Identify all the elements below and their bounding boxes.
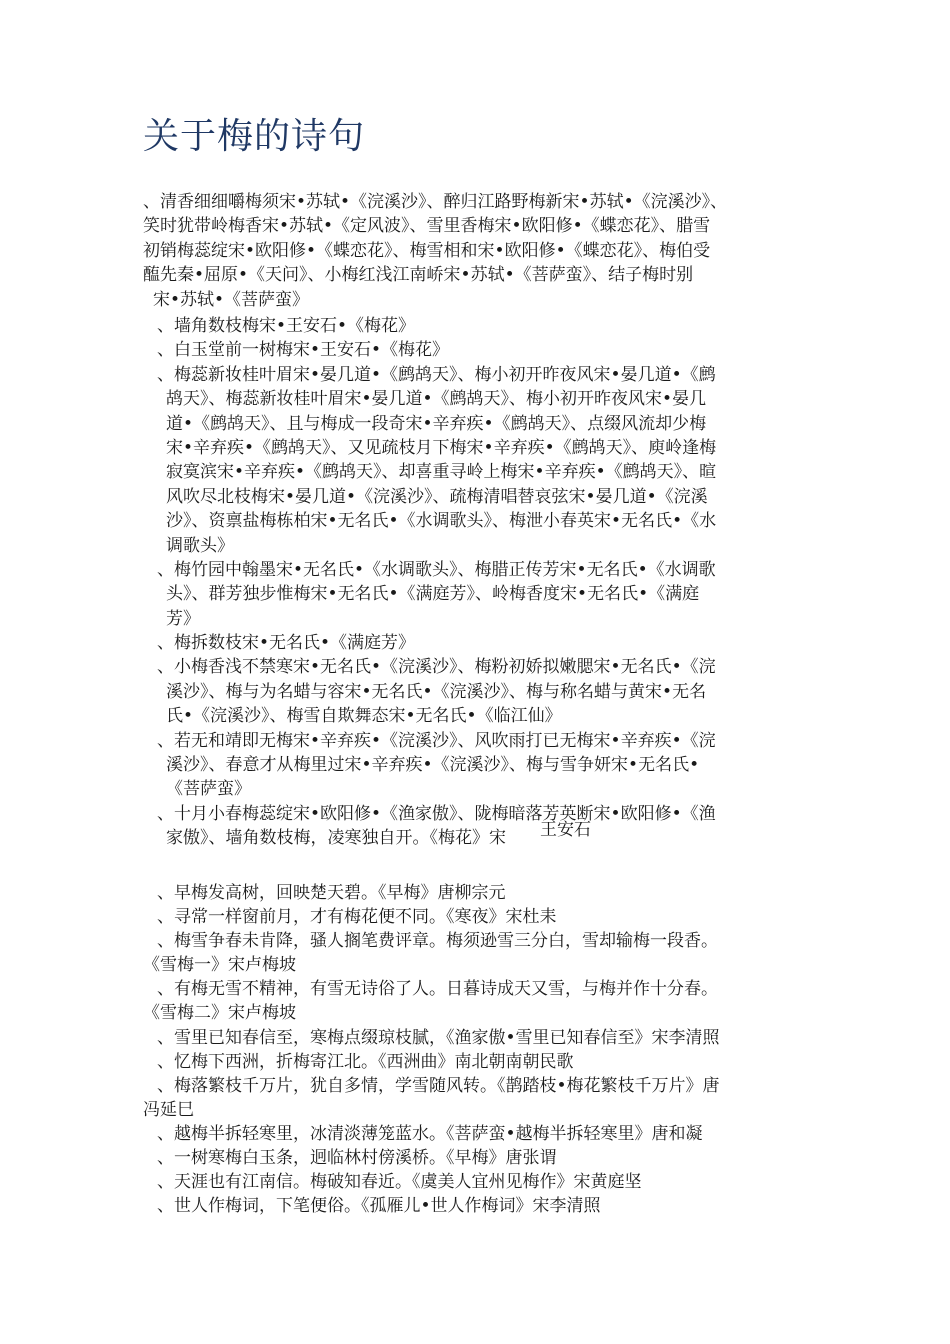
text-line: 、梅竹园中翰墨宋•无名氏•《水调歌头》、梅腊正传芳宋•无名氏•《水调歌 bbox=[157, 559, 716, 580]
text-line: 、有梅无雪不精神，有雪无诗俗了人。日暮诗成天又雪，与梅并作十分春。 bbox=[157, 979, 718, 1000]
text-line: 醢先秦•屈原•《天问》、小梅红浅江南峤宋•苏轼•《菩萨蛮》、结子梅时别 bbox=[143, 265, 694, 286]
text-line: 宋•辛弃疾•《鹧鸪天》、又见疏枝月下梅宋•辛弃疾•《鹧鸪天》、庾岭逢梅 bbox=[166, 437, 717, 458]
poem-block-1 bbox=[143, 190, 803, 312]
text-line: 、梅蕊新妆桂叶眉宋•晏几道•《鹧鸪天》、梅小初开昨夜风宋•晏几道•《鹧 bbox=[157, 364, 716, 385]
text-line: 、梅拆数枝宋•无名氏•《满庭芳》 bbox=[157, 633, 416, 654]
overlapping-text: 王安石 bbox=[540, 820, 591, 840]
poem-block-2 bbox=[157, 314, 817, 851]
text-line: 、十月小春梅蕊绽宋•欧阳修•《渔家傲》、陇梅暗落芳英断宋•欧阳修•《渔 bbox=[157, 803, 716, 824]
text-line: 、世人作梅词，下笔便俗。《孤雁儿•世人作梅词》宋李清照 bbox=[157, 1196, 601, 1217]
text-line: 《雪梅一》宋卢梅坡 bbox=[143, 955, 296, 976]
text-line: 《雪梅二》宋卢梅坡 bbox=[143, 1003, 296, 1024]
text-line: 、墙角数枝梅宋•王安石•《梅花》 bbox=[157, 316, 416, 336]
poem-block-3 bbox=[143, 881, 823, 1218]
text-line: 调歌头》 bbox=[166, 535, 234, 556]
text-line: 、越梅半拆轻寒里，冰清淡薄笼蓝水。《菩萨蛮•越梅半拆轻寒里》唐和凝 bbox=[157, 1123, 703, 1144]
text-line: 《菩萨蛮》 bbox=[166, 779, 251, 800]
text-line: 宋•苏轼•《菩萨蛮》 bbox=[153, 289, 310, 310]
text-line: 沙》、资禀盐梅栋柏宋•无名氏•《水调歌头》、梅泄小春英宋•无名氏•《水 bbox=[166, 511, 717, 532]
text-line: 寂寞滨宋•辛弃疾•《鹧鸪天》、却喜重寻岭上梅宋•辛弃疾•《鹧鸪天》、暄 bbox=[166, 462, 717, 483]
text-line: 初销梅蕊绽宋•欧阳修•《蝶恋花》、梅雪相和宋•欧阳修•《蝶恋花》、梅伯受 bbox=[143, 240, 711, 261]
text-line: 笑时犹带岭梅香宋•苏轼•《定风波》、雪里香梅宋•欧阳修•《蝶恋花》、腊雪 bbox=[143, 216, 711, 237]
text-line: 、梅落繁枝千万片，犹自多情，学雪随风转。《鹊踏枝•梅花繁枝千万片》唐 bbox=[157, 1075, 720, 1096]
text-line: 、寻常一样窗前月，才有梅花便不同。《寒夜》宋杜耒 bbox=[157, 907, 557, 928]
text-line: 氏•《浣溪沙》、梅雪自欺舞态宋•无名氏•《临江仙》 bbox=[166, 706, 562, 727]
text-line: 、梅雪争春未肯降，骚人搁笔费评章。梅须逊雪三分白，雪却输梅一段香。 bbox=[157, 931, 718, 952]
text-line: 、清香细细嚼梅须宋•苏轼•《浣溪沙》、醉归江路野梅新宋•苏轼•《浣溪沙》、 bbox=[143, 192, 728, 212]
text-line: 、早梅发高树，回映楚天碧。《早梅》唐柳宗元 bbox=[157, 883, 506, 903]
text-line: 、雪里已知春信至，寒梅点缀琼枝腻，《渔家傲•雪里已知春信至》宋李清照 bbox=[157, 1027, 720, 1048]
text-line: 、白玉堂前一树梅宋•王安石•《梅花》 bbox=[157, 340, 450, 361]
text-line: 、小梅香浅不禁寒宋•无名氏•《浣溪沙》、梅粉初娇拟嫩腮宋•无名氏•《浣 bbox=[157, 657, 716, 678]
text-line: 芳》 bbox=[166, 608, 200, 629]
page-title: 关于梅的诗句 bbox=[143, 116, 366, 157]
text-line: 冯延巳 bbox=[143, 1099, 194, 1120]
text-line: 、忆梅下西洲，折梅寄江北。《西洲曲》南北朝南朝民歌 bbox=[157, 1051, 574, 1072]
text-line: 、天涯也有江南信。梅破知春近。《虞美人宜州见梅作》宋黄庭坚 bbox=[157, 1172, 642, 1193]
text-line: 道•《鹧鸪天》、且与梅成一段奇宋•辛弃疾•《鹧鸪天》、点缀风流却少梅 bbox=[166, 413, 707, 434]
text-line: 鸪天》、梅蕊新妆桂叶眉宋•晏几道•《鹧鸪天》、梅小初开昨夜风宋•晏几 bbox=[166, 389, 707, 410]
text-line: 溪沙》、梅与为名蜡与容宋•无名氏•《浣溪沙》、梅与称名蜡与黄宋•无名 bbox=[166, 681, 707, 702]
text-line: 家傲》、墙角数枝梅，凌寒独自开。《梅花》宋 bbox=[166, 828, 506, 849]
text-line: 头》、群芳独步惟梅宋•无名氏•《满庭芳》、岭梅香度宋•无名氏•《满庭 bbox=[166, 584, 700, 605]
text-line: 风吹尽北枝梅宋•晏几道•《浣溪沙》、疏梅清唱替哀弦宋•晏几道•《浣溪 bbox=[166, 486, 708, 507]
text-line: 、一树寒梅白玉条，迥临林村傍溪桥。《早梅》唐张谓 bbox=[157, 1148, 557, 1169]
text-line: 、若无和靖即无梅宋•辛弃疾•《浣溪沙》、风吹雨打已无梅宋•辛弃疾•《浣 bbox=[157, 730, 716, 751]
text-line: 溪沙》、春意才从梅里过宋•辛弃疾•《浣溪沙》、梅与雪争妍宋•无名氏• bbox=[166, 755, 700, 776]
